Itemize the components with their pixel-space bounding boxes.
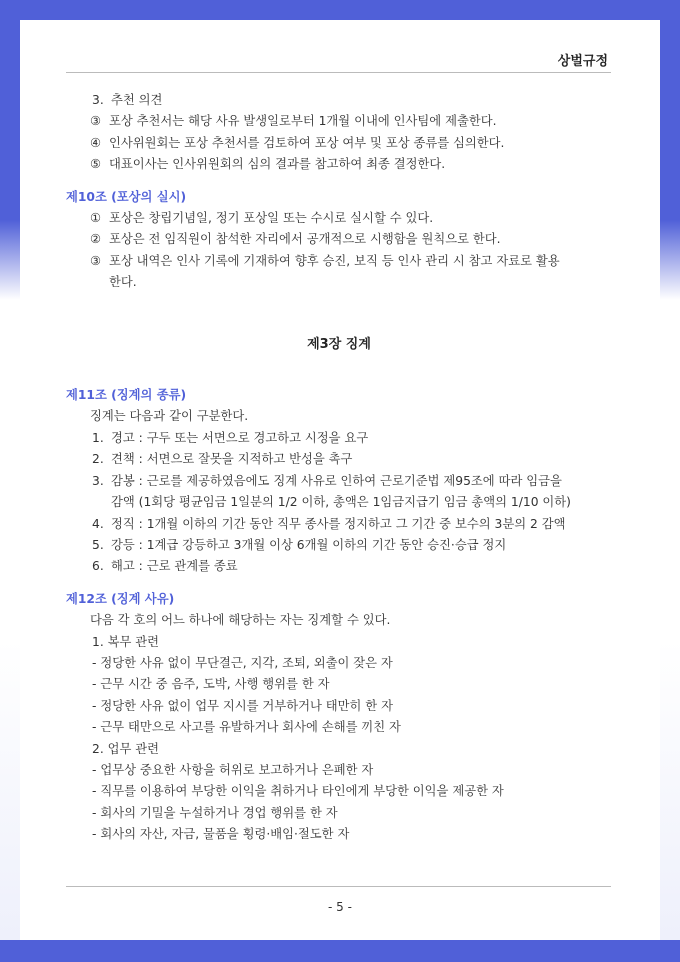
list-item: ② 포상은 전 임직원이 참석한 자리에서 공개적으로 시행함을 원칙으로 한다. <box>90 232 501 247</box>
right-border-fade <box>660 220 680 300</box>
document-body <box>66 90 612 846</box>
list-item: 3. 추천 의견 <box>92 93 163 107</box>
list-item: - 정당한 사유 없이 업무 지시를 거부하거나 태만히 한 자 <box>92 698 393 713</box>
left-border-fade <box>0 220 20 300</box>
list-item-continuation: 감액 (1회당 평균임금 1일분의 1/2 이하, 총액은 1임금지급기 임금 총액의 1/10 이하) <box>111 495 571 510</box>
list-item: ③ 포상 내역은 인사 기록에 기재하여 향후 승진, 보직 등 인사 관리 시 참고 자료로 활용 <box>90 253 560 268</box>
right-border-decoration <box>660 0 680 220</box>
group-label-work: 2. 업무 관련 <box>92 741 160 756</box>
list-item: - 회사의 자산, 자금, 물품을 횡령·배임·절도한 자 <box>92 827 350 842</box>
list-item: ③ 포상 추천서는 해당 사유 발생일로부터 1개월 이내에 인사팀에 제출한다. <box>90 114 497 129</box>
list-item: ⑤ 대표이사는 인사위원회의 심의 결과를 참고하여 최종 결정한다. <box>90 157 446 172</box>
list-item: 3. 감봉 : 근로를 제공하였음에도 징계 사유로 인하여 근로기준법 제95조에 따라 임금을 <box>92 473 562 488</box>
document-header-title: 상벌규정 <box>557 54 608 69</box>
list-item: 2. 견책 : 서면으로 잘못을 지적하고 반성을 촉구 <box>92 452 353 467</box>
list-item: - 업무상 중요한 사항을 허위로 보고하거나 은폐한 자 <box>92 762 374 777</box>
list-item: - 근무 태만으로 사고를 유발하거나 회사에 손해를 끼친 자 <box>92 720 401 735</box>
article-10-title: 제10조 (포상의 실시) <box>66 189 187 204</box>
group-label-duty: 1. 복무 관련 <box>92 634 160 649</box>
header-divider <box>66 72 611 73</box>
chapter-3-heading: 제3장 징계 <box>307 336 371 352</box>
article-12-title: 제12조 (징계 사유) <box>66 591 175 606</box>
list-item: 5. 강등 : 1계급 강등하고 3개월 이상 6개월 이하의 기간 동안 승진·승급 정지 <box>92 537 507 552</box>
footer-divider <box>66 886 611 887</box>
article-12-intro: 다음 각 호의 어느 하나에 해당하는 자는 징계할 수 있다. <box>90 613 391 628</box>
article-11-title: 제11조 (징계의 종류) <box>66 388 187 403</box>
list-item: - 정당한 사유 없이 무단결근, 지각, 조퇴, 외출이 잦은 자 <box>92 655 393 670</box>
list-item: - 회사의 기밀을 누설하거나 경업 행위를 한 자 <box>92 805 338 820</box>
bottom-border-decoration <box>0 940 680 962</box>
article-11-intro: 징계는 다음과 같이 구분한다. <box>90 409 249 424</box>
list-item: 1. 경고 : 구두 또는 서면으로 경고하고 시정을 요구 <box>92 430 369 445</box>
list-item: - 직무를 이용하여 부당한 이익을 취하거나 타인에게 부당한 이익을 제공한 자 <box>92 784 504 799</box>
list-item: ① 포상은 창립기념일, 정기 포상일 또는 수시로 실시할 수 있다. <box>90 211 434 226</box>
left-border-decoration <box>0 0 20 220</box>
left-bottom-decoration <box>0 640 20 940</box>
list-item: - 근무 시간 중 음주, 도박, 사행 행위를 한 자 <box>92 677 330 692</box>
document-page <box>20 20 660 940</box>
list-item: ④ 인사위원회는 포상 추천서를 검토하여 포상 여부 및 포상 종류를 심의한다. <box>90 135 505 150</box>
list-item-continuation: 한다. <box>109 275 137 290</box>
right-bottom-decoration <box>660 640 680 940</box>
list-item: 6. 해고 : 근로 관계를 종료 <box>92 559 238 574</box>
top-border-decoration <box>0 0 680 20</box>
list-item: 4. 정직 : 1개월 이하의 기간 동안 직무 종사를 정지하고 그 기간 중 보수의 3분의 2 감액 <box>92 516 566 531</box>
page-number: - 5 - <box>328 900 352 914</box>
